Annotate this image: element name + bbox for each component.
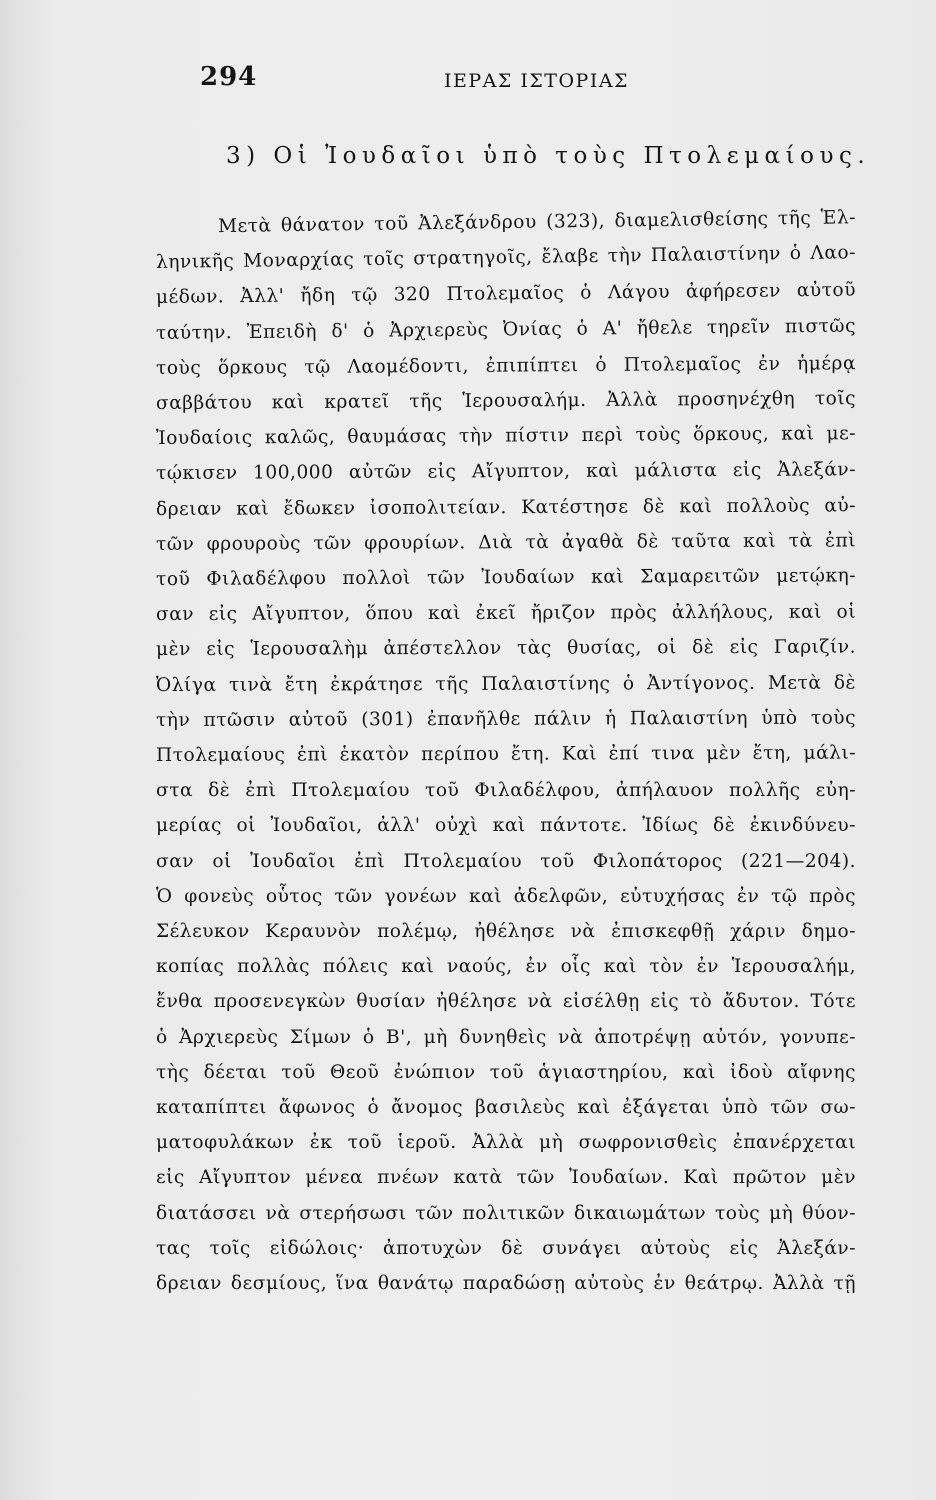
section-heading: 3) Οἱ Ἰουδαῖοι ὑπὸ τοὺς Πτολεμαίους. — [226, 143, 871, 169]
text-line: τὴν πτῶσιν αὐτοῦ (301) ἐπανῆλθε πάλιν ἡ Παλαιστίνη ὑπὸ τοὺς — [155, 707, 857, 731]
text-line: δρειαν καὶ ἔδωκεν ἰσοπολιτείαν. Κατέστησε δὲ καὶ πολλοὺς αὐ- — [155, 494, 857, 520]
text-line: ματοφυλάκων ἐκ τοῦ ἱεροῦ. Ἀλλὰ μὴ σωφρονισθεὶς ἐπανέρχεται — [156, 1132, 856, 1154]
text-line: καταπίπτει ἄφωνος ὁ ἄνομος βασιλεὺς καὶ ἐξάγεται ὑπὸ τῶν σω- — [156, 1097, 856, 1119]
text-line: ληνικῆς Μοναρχίας τοῖς στρατηγοῖς, ἔλαβε τὴν Παλαιστίνην ὁ Λαο- — [155, 242, 857, 274]
text-line: εἰς Αἴγυπτον μένεα πνέων κατὰ τῶν Ἰουδαίων. Καὶ πρῶτον μὲν — [156, 1167, 856, 1189]
text-line: ἔνθα προσενεγκὼν θυσίαν ἠθέλησε νὰ εἰσέλθῃ εἰς τὸ ἄδυτον. Τότε — [156, 991, 856, 1013]
text-line: τας τοῖς εἰδώλοις· ἀποτυχὼν δὲ συνάγει αὐτοὺς εἰς Ἀλεξάν- — [156, 1237, 856, 1259]
running-head: ΙΕΡΑΣ ΙΣΤΟΡΙΑΣ — [444, 70, 629, 92]
text-line: σαββάτου καὶ κρατεῖ τῆς Ἱερουσαλήμ. Ἀλλὰ προσηνέχθη τοῖς — [155, 388, 857, 415]
text-line: στα δὲ ἐπὶ Πτολεμαίου τοῦ Φιλαδέλφου, ἀπήλαυον πολλῆς εὐη- — [156, 780, 856, 802]
text-line: Μετὰ θάνατον τοῦ Ἀλεξάνδρου (323), διαμελισθείσης τῆς Ἑλ- — [217, 207, 857, 238]
text-line: μερίας οἱ Ἰουδαῖοι, ἀλλ' οὐχὶ καὶ πάντοτε. Ἰδίως δὲ ἐκινδύνευ- — [156, 815, 856, 837]
page-number: 294 — [200, 62, 258, 92]
text-line: μέδων. Ἀλλ' ἤδη τῷ 320 Πτολεμαῖος ὁ Λάγου ἀφήρεσεν αὐτοῦ — [155, 280, 857, 309]
text-line: δρειαν δεσμίους, ἵνα θανάτῳ παραδώσῃ αὐτοὺς ἐν θεάτρῳ. Ἀλλὰ τῇ — [156, 1273, 856, 1295]
text-line: τῶν φρουροὺς τῶν φρουρίων. Διὰ τὰ ἀγαθὰ δὲ ταῦτα καὶ τὰ ἐπὶ — [155, 530, 857, 555]
text-line: κοπίας πολλὰς πόλεις καὶ ναούς, ἐν οἷς καὶ τὸν ἐν Ἱερουσαλήμ, — [156, 956, 856, 978]
text-line: διατάσσει νὰ στερήσωσι τῶν πολιτικῶν δικαιωμάτων τοὺς μὴ θύον- — [156, 1202, 856, 1224]
text-line: Ἰουδαίοις καλῶς, θαυμάσας τὴν πίστιν περὶ τοὺς ὅρκους, καὶ με- — [155, 423, 857, 450]
text-line: Ὀλίγα τινὰ ἔτη ἐκράτησε τῆς Παλαιστίνης ὁ Ἀντίγονος. Μετὰ δὲ — [155, 672, 857, 696]
text-line: τῴκισεν 100,000 αὐτῶν εἰς Αἴγυπτον, καὶ μάλιστα εἰς Ἀλεξάν- — [155, 459, 857, 485]
text-line: σαν οἱ Ἰουδαῖοι ἐπὶ Πτολεμαίου τοῦ Φιλοπάτορος (221—204). — [156, 850, 856, 872]
body-text — [155, 207, 857, 1301]
text-line: τοῦ Φιλαδέλφου πολλοὶ τῶν Ἰουδαίων καὶ Σαμαρειτῶν μετῴκη- — [155, 565, 857, 591]
text-line: τοὺς ὅρκους τῷ Λαομέδοντι, ἐπιπίπτει ὁ Πτολεμαῖος ἐν ἡμέρᾳ — [155, 352, 857, 379]
text-line: Ὁ φονεὺς οὗτος τῶν γονέων καὶ ἀδελφῶν, εὐτυχήσας ἐν τῷ πρὸς — [156, 885, 856, 907]
text-line: Σέλευκον Κεραυνὸν πολέμῳ, ἠθέλησε νὰ ἐπισκεφθῇ χάριν δημο- — [156, 921, 856, 943]
text-line: ὁ Ἀρχιερεὺς Σίμων ὁ Β', μὴ δυνηθεὶς νὰ ἀποτρέψῃ αὐτόν, γονυπε- — [156, 1026, 856, 1048]
text-line: τὴς δέεται τοῦ Θεοῦ ἐνώπιον τοῦ ἁγιαστηρίου, καὶ ἰδοὺ αἴφνης — [156, 1061, 856, 1083]
text-line: ταύτην. Ἐπειδὴ δ' ὁ Ἀρχιερεὺς Ὀνίας ὁ Α' ἤθελε τηρεῖν πιστῶς — [155, 315, 857, 344]
text-line: σαν εἰς Αἴγυπτον, ὅπου καὶ ἐκεῖ ἤριζον πρὸς ἀλλήλους, καὶ οἱ — [155, 601, 857, 626]
text-line: μὲν εἰς Ἱερουσαλὴμ ἀπέστελλον τὰς θυσίας, οἱ δὲ εἰς Γαριζίν. — [155, 636, 857, 661]
text-line: Πτολεμαίους ἐπὶ ἑκατὸν περίπου ἔτη. Καὶ ἐπί τινα μὲν ἔτη, μάλι- — [155, 742, 857, 767]
